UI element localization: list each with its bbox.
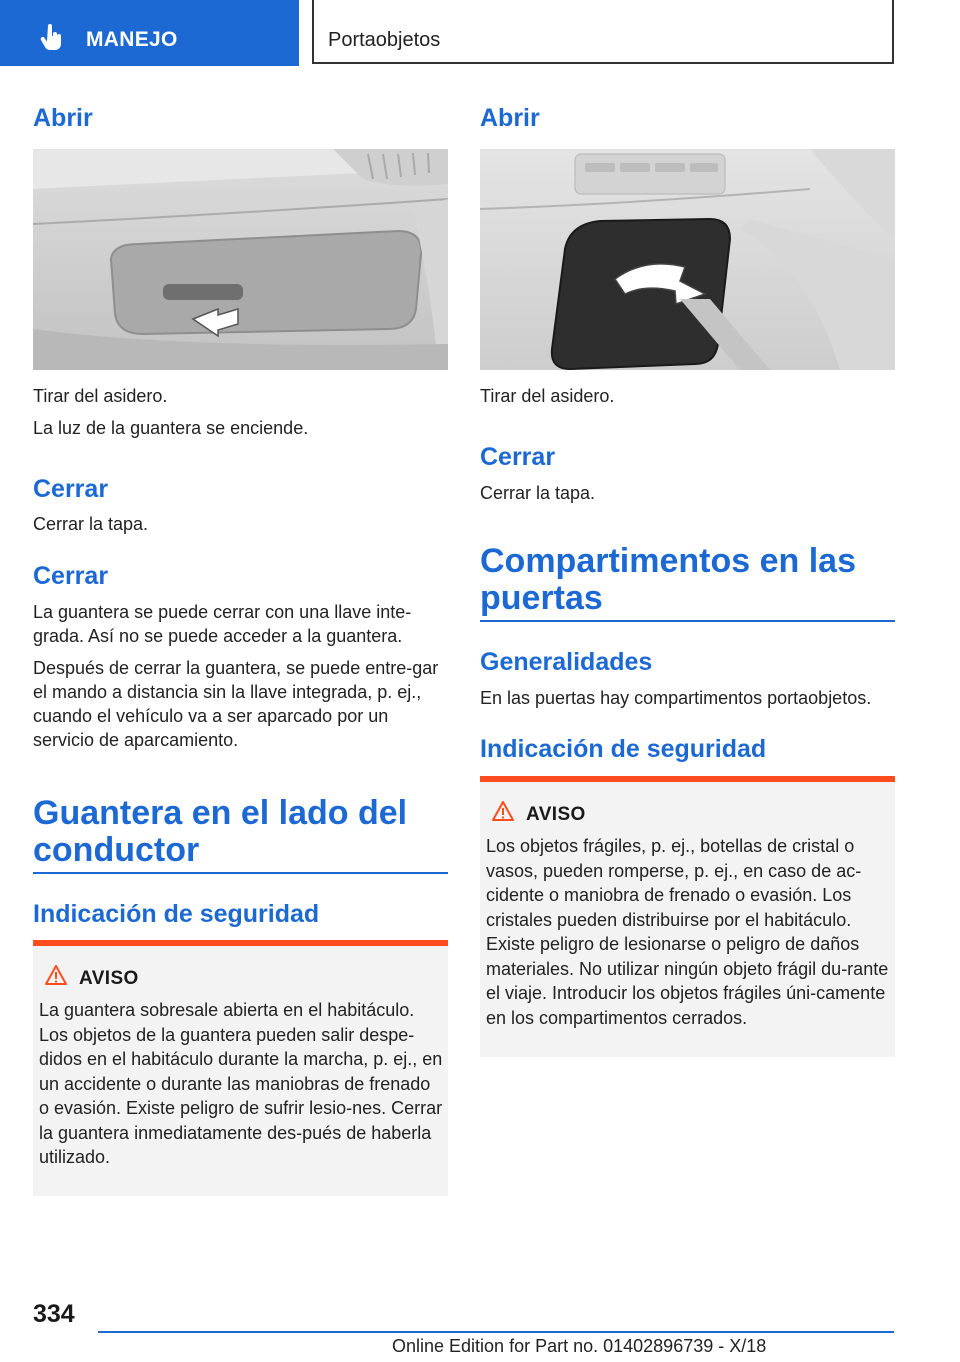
edition-text: Online Edition for Part no. 01402896739 - X/18 xyxy=(392,1336,767,1356)
lock-text-2: Después de cerrar la guantera, se puede entre-gar el mando a distancia sin la llave integrada, p. ej., cuando el vehículo va a ser aparcado por un servicio de aparcamiento. xyxy=(33,658,439,750)
driver-glovebox-heading: Guantera en el lado del conductor xyxy=(33,794,408,869)
safety-heading: Indicación de seguridad xyxy=(480,735,767,763)
doors-heading: Compartimentos en las puertas xyxy=(480,542,856,617)
open-text-2: La luz de la guantera se enciende. xyxy=(33,418,309,438)
warning-triangle-icon xyxy=(44,964,68,986)
close-heading: Cerrar xyxy=(480,443,556,471)
lock-heading: Cerrar xyxy=(33,562,109,590)
footer-rule xyxy=(98,1331,894,1333)
warning-title: AVISO xyxy=(79,968,139,989)
warning-title: AVISO xyxy=(526,804,586,825)
heading-rule xyxy=(33,872,448,874)
general-text: En las puertas hay compartimentos portaobjetos. xyxy=(480,688,872,708)
open-heading: Abrir xyxy=(33,104,93,132)
chapter-title: Portaobjetos xyxy=(328,29,441,51)
warning-box xyxy=(480,776,895,1057)
driver-compartment-figure xyxy=(480,149,895,370)
section-label: MANEJO xyxy=(86,28,178,51)
close-text: Cerrar la tapa. xyxy=(33,514,149,534)
open-text-1: Tirar del asidero. xyxy=(33,386,168,406)
heading-rule xyxy=(480,620,895,622)
section-tab[interactable] xyxy=(0,0,299,66)
safety-heading: Indicación de seguridad xyxy=(33,900,320,928)
chapter-header xyxy=(312,0,894,64)
warning-text: Los objetos frágiles, p. ej., botellas de cristal o vasos, pueden romperse, p. ej., en caso de ac-cidente o maniobra de frenado o evasión. Los cristales pueden distribuirse por el habitáculo. Existe peligro de lesionarse o peligro de daños materiales. No utilizar ningún objeto frágil du-rante el viaje. Introducir los objetos frágiles úni-camente en los compartimentos cerrados. xyxy=(486,836,889,1028)
glovebox-open-figure xyxy=(33,149,448,370)
open-heading: Abrir xyxy=(480,104,540,132)
warning-triangle-icon xyxy=(491,800,515,822)
close-text: Cerrar la tapa. xyxy=(480,483,596,503)
page-number: 334 xyxy=(33,1300,75,1328)
warning-box xyxy=(33,940,448,1196)
warning-text: La guantera sobresale abierta en el habitáculo. Los objetos de la guantera pueden salir despe-didos en el habitáculo durante la marcha, p. ej., en un accidente o durante las maniobras de frenado o evasión. Existe peligro de sufrir lesio-nes. Cerrar la guantera inmediatamente des-pués de haberla utilizado. xyxy=(39,1000,443,1167)
lock-text-1: La guantera se puede cerrar con una llave inte-grada. Así no se puede acceder a la guantera. xyxy=(33,602,412,646)
hand-pointer-icon xyxy=(38,24,66,52)
general-heading: Generalidades xyxy=(480,648,653,676)
close-heading: Cerrar xyxy=(33,475,109,503)
open-text: Tirar del asidero. xyxy=(480,386,615,406)
